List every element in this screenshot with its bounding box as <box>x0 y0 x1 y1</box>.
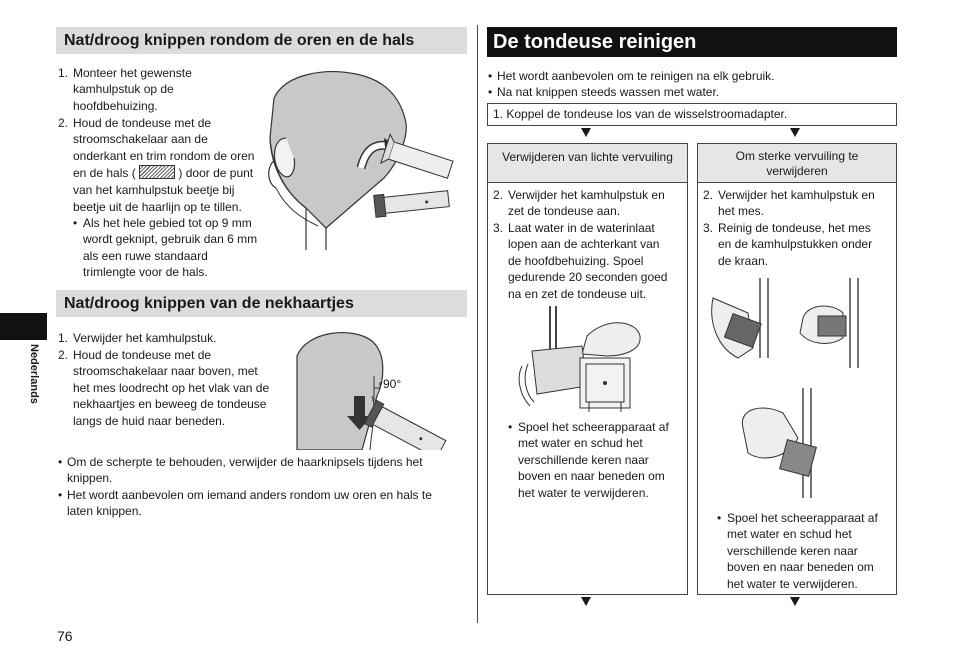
column-divider <box>477 25 478 623</box>
light-step-3: 3. Laat water in de waterinlaat lopen aan de achterkant van de hoofdbehuizing. Spoel gedurende 20 seconden goed na en zet de tondeuse uit. <box>493 221 668 301</box>
col-header-heavy-dirt: Om sterke vervuiling te verwijderen <box>697 143 897 183</box>
step-1-attach-comb: 1. Monteer het gewenste kamhulpstuk op de hoofdbehuizing. <box>58 66 192 113</box>
intro-bullet-2: • Na nat knippen steeds wassen met water. <box>488 85 720 99</box>
tap-sketch-comb <box>800 278 858 368</box>
section-title-neck-hair: Nat/droog knippen van de nekhaartjes <box>56 290 467 317</box>
heavy-step-2: 2. Verwijder het kamhulpstuk en het mes. <box>703 188 875 219</box>
step-2-neck-trim: 2. Houd de tondeuse met de stroomschakelaar naar boven, met het mes loodrecht op het vlak van de nekhaartjes en beweeg de tondeuse langs de huid naar beneden. <box>58 348 270 428</box>
section-title-ears-neck: Nat/droog knippen rondom de oren en de hals <box>56 27 467 54</box>
step-1-unplug-box: 1. Koppel de tondeuse los van de wisselstroomadapter. <box>487 103 897 126</box>
note-sharpness: • Om de scherpte te behouden, verwijder de haarknipsels tijdens het knippen. <box>58 455 423 486</box>
angle-90-label: 90° <box>383 377 402 391</box>
language-label: Nederlands <box>28 344 40 404</box>
intro-bullet-1: • Het wordt aanbevolen om te reinigen na elk gebruik. <box>488 69 775 83</box>
page-number: 76 <box>57 628 73 644</box>
section-title-cleaning: De tondeuse reinigen <box>487 27 897 57</box>
arrow-down-icon <box>790 128 800 137</box>
bullet-9mm-note: • Als het hele gebied tot op 9 mm wordt geknipt, gebruik dan 6 mm als een ruwe standaard trimlengte voor de hals. <box>73 216 258 280</box>
language-tab <box>0 313 47 340</box>
tap-cleaning-illustration <box>708 278 888 503</box>
step-2-trim-ears: 2. Houd de tondeuse met de stroomschakelaar aan de onderkant en trim rondom de oren en de hals ( ) door de punt van het kamhulpstuk beetje bij beetje uit de haarlijn op te tillen. <box>58 116 255 214</box>
heavy-step-3: 3. Reinig de tondeuse, het mes en de kamhulpstukken onder de kraan. <box>703 221 873 268</box>
hatched-area-symbol <box>139 165 175 179</box>
tap-sketch-blade <box>712 278 768 358</box>
arrow-down-icon <box>581 128 591 137</box>
arrow-down-icon <box>581 597 591 606</box>
heavy-bullet-shake: • Spoel het scheerapparaat af met water en schud het verschillende keren naar boven en naar beneden om het water te verwijderen. <box>717 511 878 591</box>
tap-sketch-attachment <box>742 388 816 498</box>
col-header-light-dirt: Verwijderen van lichte vervuiling <box>487 143 688 183</box>
light-bullet-shake: • Spoel het scheerapparaat af met water en schud het verschillende keren naar boven en naar beneden om het water te verwijderen. <box>508 420 669 500</box>
note-someone-else: • Het wordt aanbevolen om iemand anders rondom uw oren en hals te laten knippen. <box>58 488 432 519</box>
neck-trim-illustration <box>292 326 454 450</box>
light-step-2: 2. Verwijder het kamhulpstuk en zet de tondeuse aan. <box>493 188 665 219</box>
arrow-down-icon <box>790 597 800 606</box>
step-1-remove-comb: 1. Verwijder het kamhulpstuk. <box>58 331 217 345</box>
rinse-inlet-illustration <box>512 306 652 414</box>
head-ear-trim-illustration <box>266 68 468 250</box>
